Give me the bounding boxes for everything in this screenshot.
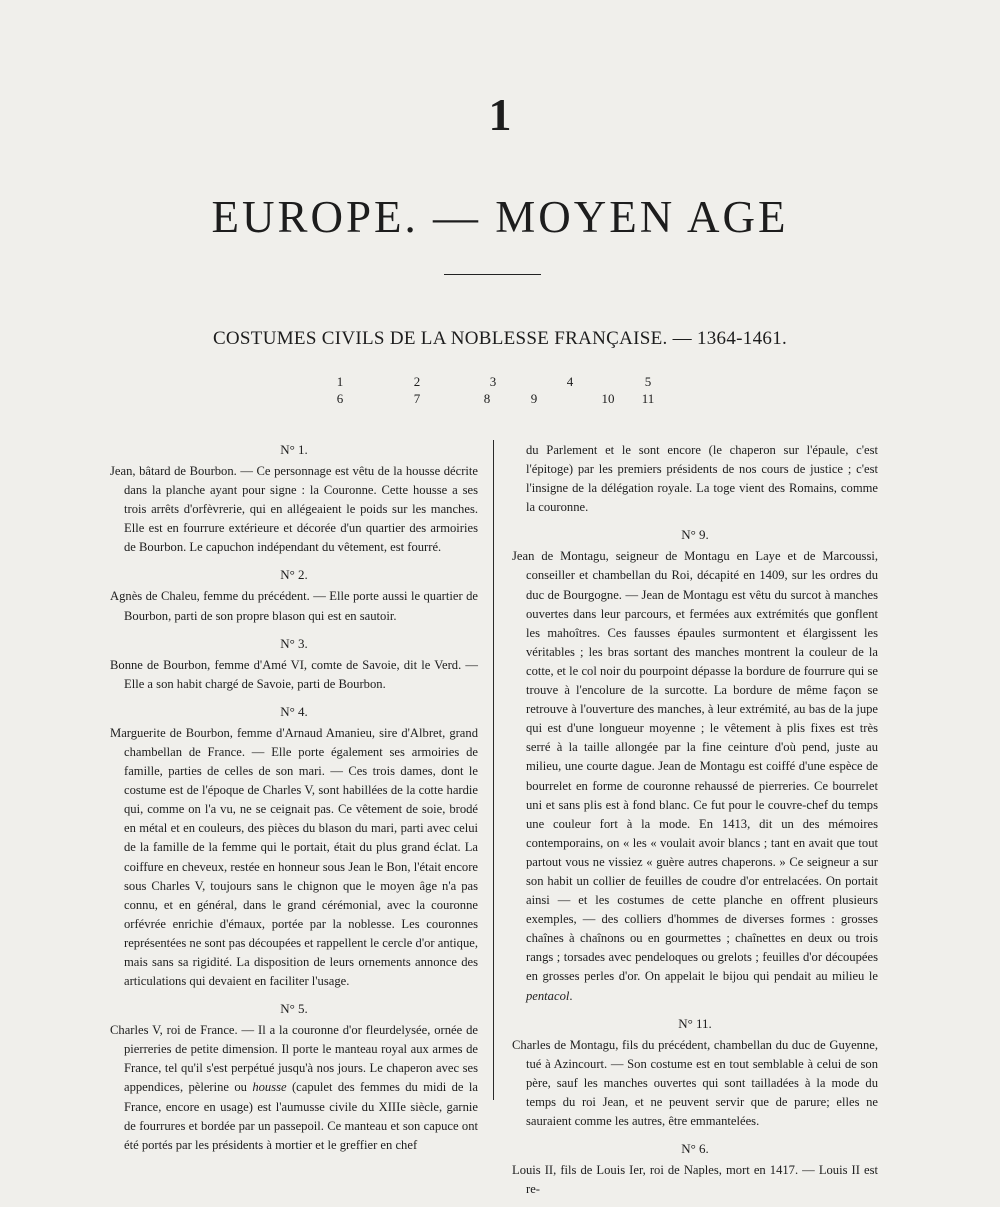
figure-number: 4 (566, 374, 574, 389)
figure-number: 1 (336, 374, 344, 389)
entry-text: Charles de Montagu, fils du précédent, chambellan du duc de Guyenne, tué à Azincourt. — Son costume est en tout semblable à celui de son père, sauf les manches ouvertes qui sont tailladées à la mode du temps du roi Jean, et ne peuvent servir que de parure; elles ne sauraient comme les autres, être emmantelées. (512, 1037, 878, 1128)
figure-number: 7 (413, 391, 421, 406)
entry-text: Louis II, fils de Louis Ier, roi de Naples, mort en 1417. — Louis II est re- (512, 1163, 878, 1197)
section-heading: N° 6. (681, 1141, 709, 1157)
figure-number: 6 (336, 391, 344, 406)
page-title: EUROPE. — MOYEN AGE (211, 192, 789, 242)
figure-number: 3 (489, 374, 497, 389)
plate-number: 1 (488, 89, 512, 140)
section-heading: N° 5. (280, 1001, 308, 1017)
entry-text (512, 547, 878, 1005)
right-column (512, 441, 878, 1207)
entry-text: Agnès de Chaleu, femme du précédent. — Elle porte aussi le quartier de Bourbon, parti de son propre blason qui est en sautoir. (110, 589, 478, 623)
section-heading: N° 11. (678, 1015, 712, 1031)
entry-text-part: Charles V, roi de France. — Il a la couronne d'or fleurdelysée, ornée de pierreries de petite dimension. Il porte le manteau royal aux armes de France, tel qu'il s'est perpétué jusqu'à nos jours. Le chaperon avec ses appendices, pèlerine ou (110, 1023, 478, 1095)
entry-text-part: . (569, 988, 573, 1003)
entry-emphasis: pentacol (526, 988, 570, 1003)
section-heading: N° 9. (681, 527, 709, 543)
section-heading: N° 3. (280, 635, 308, 651)
column-divider (493, 440, 494, 1100)
entry-text: Jean, bâtard de Bourbon. — Ce personnage est vêtu de la housse décrite dans la planche ayant pour signe : la Couronne. Cette housse a ses trois arrêts d'orfèvrerie, qui en allégeaient le poids sur les manches. Elle est en fourrure extérieure et décorée d'un quartier des armoiries de Bourbon. Le capuchon indépendant du vêtement, est fourré. (110, 464, 478, 555)
plate-subtitle: COSTUMES CIVILS DE LA NOBLESSE FRANÇAISE. — 1364-1461. (212, 328, 788, 349)
section-heading: N° 4. (280, 703, 308, 719)
section-heading: N° 1. (280, 442, 308, 457)
figure-number: 11 (641, 391, 655, 406)
title-divider (444, 274, 541, 275)
entry-text: Marguerite de Bourbon, femme d'Arnaud Amanieu, sire d'Albret, grand chambellan de France. — Elle porte également ses armoiries de famille, parties de celles de son mari. — Ces trois dames, dont le costume est de l'époque de Charles V, sont habillées de la cotte hardie qui, comme on l'a vu, ne se ceignait pas. Ce vêtement de soie, brodé en métal et en couleurs, des pièces du blason du mari, parti avec celui de la famille de la femme qui le portait, était du plus grand éclat. La coiffure en cheveux, restée en honneur sous Jean le Bon, l'était encore sous Charles V, toujours sans le chignon que le moyen âge n'a pas connu, et en général, dans le grand cérémonial, avec la couronne orfévrée enrichie d'émaux, portée par la noblesse. Les couronnes représentées ne sont pas découpées et rappellent le cercle d'or antique, mais sans sa rigidité. La disposition de leurs ornements annonce des articulations qui devaient en faciliter l'usage. (110, 725, 478, 989)
figure-number: 2 (413, 374, 421, 389)
figure-number: 5 (644, 374, 652, 389)
figure-number: 10 (601, 391, 615, 406)
figure-number: 9 (530, 391, 538, 406)
entry-text (110, 1021, 478, 1155)
entry-continuation: du Parlement et le sont encore (le chaperon sur l'épaule, c'est l'épitoge) par les premiers présidents de nos cours de justice ; c'est l'insigne de la délégation royale. La toge vient des Romains, comme la couronne. (526, 443, 878, 515)
left-column (110, 440, 478, 1163)
figure-number: 8 (483, 391, 491, 406)
section-heading: N° 2. (280, 567, 308, 583)
entry-text-part: (capulet des femmes du midi de la France, encore en usage) est l'aumusse civile du XIIIe siècle, garnie de fourrures et bordée par un passepoil. Ce manteau et son capuce ont été portés par les présidents à mortier et le greffier en chef (124, 1080, 478, 1152)
entry-text-part: Jean de Montagu, seigneur de Montagu en Laye et de Marcoussi, conseiller et chambellan du Roi, décapité en 1409, sur les ordres du duc de Bourgogne. — Jean de Montagu est vêtu du surcot à manches ouvertes dans leur parcours, et fermées aux extrémités que gonflent les mahoîtres. Ces fausses épaules surmontent et élargissent les véritables ; les bras sortant des manches montrent la couleur de la cotte, et le col noir du pourpoint dépasse la bordure de fourrure qui se trouve à l'encolure de la surcotte. La bordure de même façon se retrouve à l'ouverture des manches, à leur extrémité, au bas de la jupe qui est d'une longueur moyenne ; le vêtement à plis fixes est très serré à la taille allongée par la fine ceinture d'où pend, juste au milieu, une courte dague. Jean de Montagu est coiffé d'une espèce de bourrelet en forme de couronne rehaussé de pierreries. Ce bourrelet uni et sans plis est à fond blanc. Ce fut pour le couvre-chef du temps une couleur fort à la mode. En 1413, dit un des mémoires contemporains, on « les « voulait avoir blancs ; tant en avait que tout partout vous ne vissiez « guère autres chaperons. » Ce seigneur a sur son habit un collier de feuilles de coudre d'or entrelacées. On portait ainsi — et les costumes de cette planche en offrent plusieurs exemples, — des colliers d'hommes de diverses formes : grosses chaînes à chaînons ou en gourmettes ; chaînettes en deux ou trois rangs ; torsades avec pendeloques ou grelots ; feuilles d'or découpées en grosses perles d'or. On appelait le bijou qui pendait au milieu le (512, 549, 878, 984)
entry-emphasis: housse (252, 1080, 287, 1095)
entry-text: Bonne de Bourbon, femme d'Amé VI, comte de Savoie, dit le Verd. — Elle a son habit chargé de Savoie, parti de Bourbon. (110, 657, 478, 691)
